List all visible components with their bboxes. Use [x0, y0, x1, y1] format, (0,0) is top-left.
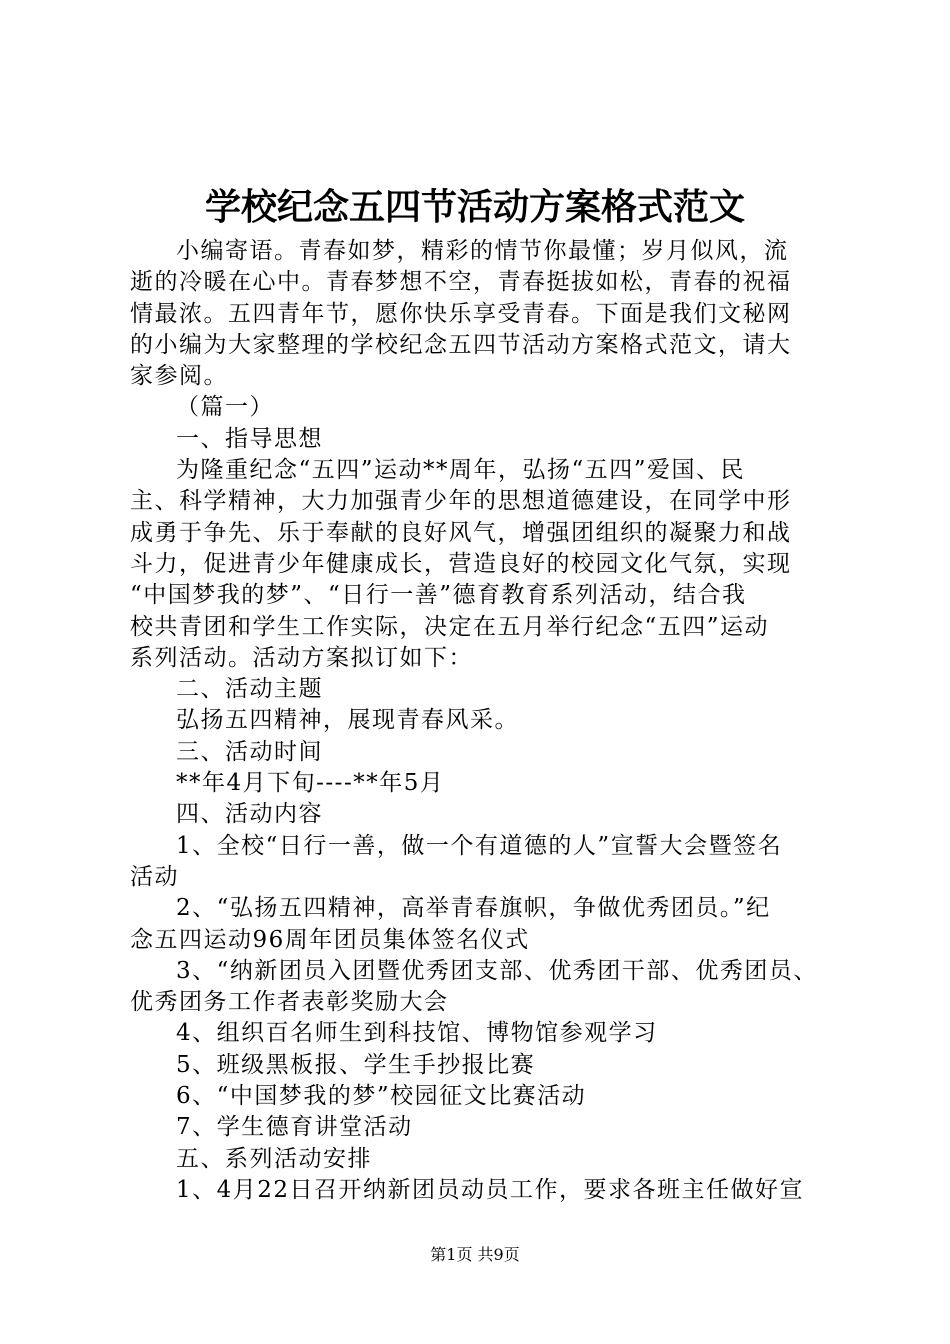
document-body — [130, 236, 850, 1206]
content-item-3-cont: 优秀团务工作者表彰奖励大会 — [130, 989, 449, 1016]
heading-activity-content: 四、活动内容 — [176, 801, 323, 828]
content-item-2-cont: 念五四运动96周年团员集体签名仪式 — [130, 926, 530, 953]
heading-activity-schedule: 五、系列活动安排 — [176, 1145, 372, 1172]
guiding-line-3: 成勇于争先、乐于奉献的良好风气，增强团组织的凝聚力和战 — [130, 519, 792, 546]
heading-guiding-ideology: 一、指导思想 — [176, 425, 323, 452]
content-item-2: 2、“弘扬五四精神，高举青春旗帜，争做优秀团员。”纪 — [176, 895, 771, 922]
document-title: 学校纪念五四节活动方案格式范文 — [204, 186, 745, 228]
guiding-line-7: 系列活动。活动方案拟订如下： — [130, 644, 473, 671]
content-item-6: 6、“中国梦我的梦”校园征文比赛活动 — [176, 1083, 587, 1110]
section-label-part-one: （篇一） — [176, 394, 274, 421]
content-item-3: 3、“纳新团员入团暨优秀团支部、优秀团干部、优秀团员、 — [176, 957, 818, 984]
heading-activity-theme: 二、活动主题 — [176, 676, 323, 703]
schedule-item-1: 1、4月22日召开纳新团员动员工作，要求各班主任做好宣 — [176, 1176, 805, 1203]
guiding-line-5: “中国梦我的梦”、“日行一善”德育教育系列活动，结合我 — [130, 582, 747, 609]
guiding-line-6: 校共青团和学生工作实际，决定在五月举行纪念“五四”运动 — [130, 613, 770, 640]
content-item-1-cont: 活动 — [130, 863, 179, 890]
intro-line-3: 情最浓。五四青年节，愿你快乐享受青春。下面是我们文秘网 — [130, 300, 792, 327]
guiding-line-4: 斗力，促进青少年健康成长，营造良好的校园文化气氛，实现 — [130, 550, 792, 577]
page-footer: 第1页 共9页 — [430, 1245, 520, 1264]
activity-time-text: **年4月下旬----**年5月 — [176, 770, 445, 797]
intro-line-4: 的小编为大家整理的学校纪念五四节活动方案格式范文，请大 — [130, 331, 792, 358]
intro-line-5: 家参阅。 — [130, 363, 228, 390]
intro-line-2: 逝的冷暖在心中。青春梦想不空，青春挺拔如松，青春的祝福 — [130, 269, 792, 296]
guiding-line-1: 为隆重纪念“五四”运动**周年，弘扬“五四”爱国、民 — [176, 457, 746, 484]
heading-activity-time: 三、活动时间 — [176, 738, 323, 765]
activity-theme-text: 弘扬五四精神，展现青春风采。 — [176, 707, 519, 734]
intro-line-1: 小编寄语。青春如梦，精彩的情节你最懂；岁月似风，流 — [176, 238, 789, 264]
content-item-1: 1、全校“日行一善，做一个有道德的人”宣誓大会暨签名 — [176, 832, 783, 859]
content-item-7: 7、学生德育讲堂活动 — [176, 1114, 413, 1141]
content-item-4: 4、组织百名师生到科技馆、博物馆参观学习 — [176, 1020, 658, 1047]
guiding-line-2: 主、科学精神，大力加强青少年的思想道德建设，在同学中形 — [130, 488, 792, 515]
content-item-5: 5、班级黑板报、学生手抄报比赛 — [176, 1051, 536, 1078]
